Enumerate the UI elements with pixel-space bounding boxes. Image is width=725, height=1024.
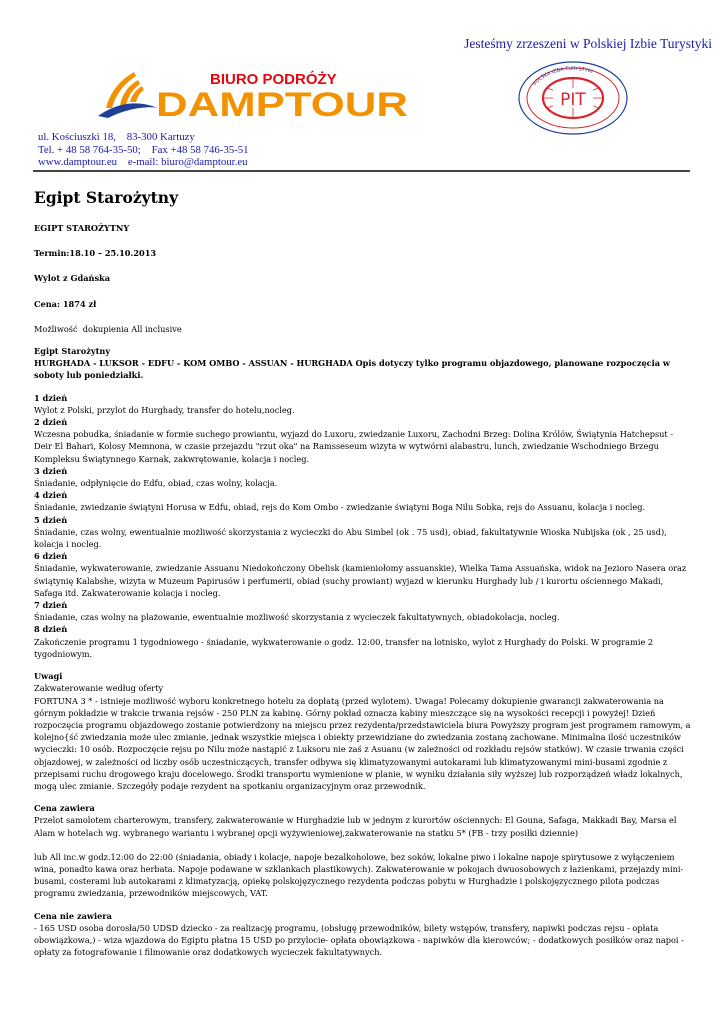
offer-heading: EGIPT STAROŻYTNY	[34, 223, 130, 233]
contact-web[interactable]: www.damptour.eu e-mail: biuro@damptour.eu	[38, 156, 248, 168]
pit-ring-text: POLSKA IZBA TURYSTYKI	[532, 65, 594, 87]
price-includes-title: Cena zawiera	[34, 803, 95, 814]
notes-accommodation: Zakwaterowanie według oferty	[34, 683, 164, 694]
page-title: Egipt Starożytny	[34, 188, 179, 207]
price-includes-all-inclusive: lub All inc.w godz.12:00 do 22:00 (śniadania, obiady i kolacje, napoje bezalkoholowe, bez soków, lokalne piwo i lokalne napoje spirytusowe z wyłączeniem wina, ponadto kawa oraz herbata. Napoje podawane w szklankach plastikowych). Zakwaterowanie w pokojach dwuosobowych z łazienkami, przejazdy mini-busami, costerami lub autokarami z klimatyzacją, opiekę polskojęzycznego rezydenta podczas pobytu w Hurghadzie i polskojęzycznego pilota podczas programu zwiedzania, przewodników miejscowych, VAT.	[34, 851, 684, 899]
day-label: 5 dzień	[34, 514, 68, 525]
price-includes-text: Przelot samolotem charterowym, transfery, zakwaterowanie w Hurghadzie lub w jednym z kurortów ościennych: El Gouna, Safaga, Makkadi Bay, Marsa el Alam w hotelach wg. wybranego wariantu i wybranej opcji wyżywieniowej,zakwaterowanie na statku 5* (FB - trzy posiłki dziennie)	[34, 815, 677, 838]
program-route: HURGHADA - LUKSOR - EDFU - KOM OMBO - ASSUAN - HURGHADA Opis dotyczy tylko programu objazdowego, planowane rozpoczęcia w soboty lub poniedziałki.	[34, 358, 670, 381]
offer-price: Cena: 1874 zł	[34, 298, 97, 309]
offer-departure: Wylot z Gdańska	[34, 273, 111, 284]
letterhead	[0, 0, 725, 175]
price-excludes-title: Cena nie zawiera	[34, 910, 112, 921]
day-label: 2 dzień	[34, 417, 68, 428]
notes-title: Uwagi	[34, 671, 63, 682]
contact-block	[38, 131, 249, 169]
pit-emblem	[517, 60, 629, 136]
program-title: Egipt Starożytny	[34, 346, 111, 357]
pit-label: PIT	[560, 90, 586, 110]
contact-phone: Tel. + 48 58 764-35-50; Fax +48 58 746-35-51	[38, 143, 249, 156]
header-divider	[33, 170, 690, 172]
day-text: Śniadanie, zwiedzanie świątyni Horusa w Edfu, obiad, rejs do Kom Ombo - zwiedzanie świątyni Boga Nilu Sobka, rejs do Assuanu, kolacja i nocleg.	[34, 502, 646, 513]
day-label: 1 dzień	[34, 392, 68, 403]
offer-term: Termin:18.10 – 25.10.2013	[34, 248, 157, 259]
day-label: 7 dzień	[34, 600, 68, 611]
day-label: 8 dzień	[34, 624, 68, 635]
offer-content	[34, 188, 692, 958]
day-text: Śniadanie, czas wolny, ewentualnie możliwość skorzystania z wycieczki do Abu Simbel (ok . 75 usd), obiad, fakultatywnie Wioska Nubijska (ok , 25 usd), kolacja i nocleg.	[34, 526, 667, 550]
day-label: 6 dzień	[34, 551, 68, 562]
pit-membership-tagline: Jesteśmy zrzeszeni w Polskiej Izbie Turystyki	[464, 36, 712, 51]
day-text: Śniadanie, odpłynięcie do Edfu, obiad, czas wolny, kolacja.	[34, 478, 278, 489]
notes-body: FORTUNA 3 * - istnieje możliwość wyboru konkretnego hotelu za dopłatą (przed wylotem). Uwaga! Polecamy dokupienie gwarancji zakwaterowania na górnym pokładzie w trakcie trwania rejsów - 250 PLN za kabinę. Górny pokład oznacza kabiny mieszczące się na wysokości recepcji i powyżej! Dzień rozpoczęcia programu objazdowego zostanie potwierdzony na miejscu przez rezydenta/przedstawiciela biura Powyższy program jest programem ramowym, a kolejno{ść zwiedzania może ulec zmianie, jednak wszystkie miejsca i obiekty przewidziane do zwiedzania zostaną zachowane. Minimalna ilość uczestników wycieczki: 10 osób. Rozpoczęcie rejsu po Nilu może nastąpić z Luksoru nie zaś z Asuanu (w zależności od rozkładu rejsów statków). W czasie trwania części objazdowej, w zależności od liczby osób uczestniczących, transfer odbywa się klimatyzowanymi autokarami lub klimatyzowanymi mini-busami zgodnie z przepisami ruchu drogowego kraju docelowego. Środki transportu wymienione w planie, w wyniku działania siły wyższej lub rozporządzeń władz lokalnych, mogą ulec zmianie. Szczegóły podaje rezydent na spotkaniu organizacyjnym oraz przewodnik.	[34, 695, 691, 791]
day-text: Wylot z Polski, przylot do Hurghady, transfer do hotelu,nocleg.	[34, 404, 295, 415]
sun-rays-icon	[106, 72, 144, 108]
contact-address: ul. Kościuszki 18, 83-300 Kartuzy	[38, 131, 195, 143]
day-text: Zakończenie programu 1 tygodniowego - śniadanie, wykwaterowanie o godz. 12:00, transfer na lotnisko, wylot z Hurghady do Polski. W programie 2 tygodniowym.	[34, 636, 654, 659]
logo-main-text: DAMPTOUR	[156, 86, 408, 120]
day-text: Śniadanie, wykwaterowanie, zwiedzanie Assuanu Niedokończony Obelisk (kamieniołomy assuanskie), Wielka Tama Assuańska, widok na Jezioro Nasera oraz świątynię Kalabshe, wizyta w Muzeum Papirusów i perfumerii, obiad (suchy prowiant) wyjazd w kierunku Hurghady lub / i kurortu ościennego Makadi, Safaga itd. Zakwaterowanie kolacja i nocleg.	[34, 563, 687, 598]
all-inclusive-option: Możliwość dokupienia All inclusive	[34, 323, 182, 334]
day-text: Wczesna pobudka, śniadanie w formie suchego prowiantu, wyjazd do Luxoru, zwiedzanie Luxoru, Zachodni Brzeg: Dolina Królów, Świątynia Hatchepsut - Deir El Bahari, Kolosy Memnona, w czasie przejazdu "rzut oka" na Ramsseseum wizyta w wytwórni alabastru, lunch, zwiedzanie Wschodniego Brzegu Kompleksu Świątynnego Karnak, zakwrętowanie, kolacja i nocleg.	[34, 429, 674, 464]
price-excludes-text: - 165 USD osoba dorosła/50 UDSD dziecko - za realizację programu, (obsługę przewodników, bilety wstępów, transfery, napiwki podczas rejsu - opłata obowiązkowa,) - wiza wjazdowa do Egiptu płatna 15 USD po przylocie- opłata obowiązkowa - napiwków dla kierowców; - dodatkowych posiłków oraz napoi - opłaty za fotografowanie i filmowanie oraz dodatkowych wycieczek fakultatywnych.	[34, 922, 684, 958]
day-label: 4 dzień	[34, 490, 68, 501]
logo-top-text: BIURO PODRÓŻY	[210, 71, 337, 88]
day-label: 3 dzień	[34, 465, 68, 476]
damptour-logo	[98, 62, 413, 120]
day-text: Śniadanie, czas wolny na plażowanie, ewentualnie możliwość skorzystania z wycieczek fakultatywnych, obiadokolacja, nocleg.	[34, 612, 560, 623]
